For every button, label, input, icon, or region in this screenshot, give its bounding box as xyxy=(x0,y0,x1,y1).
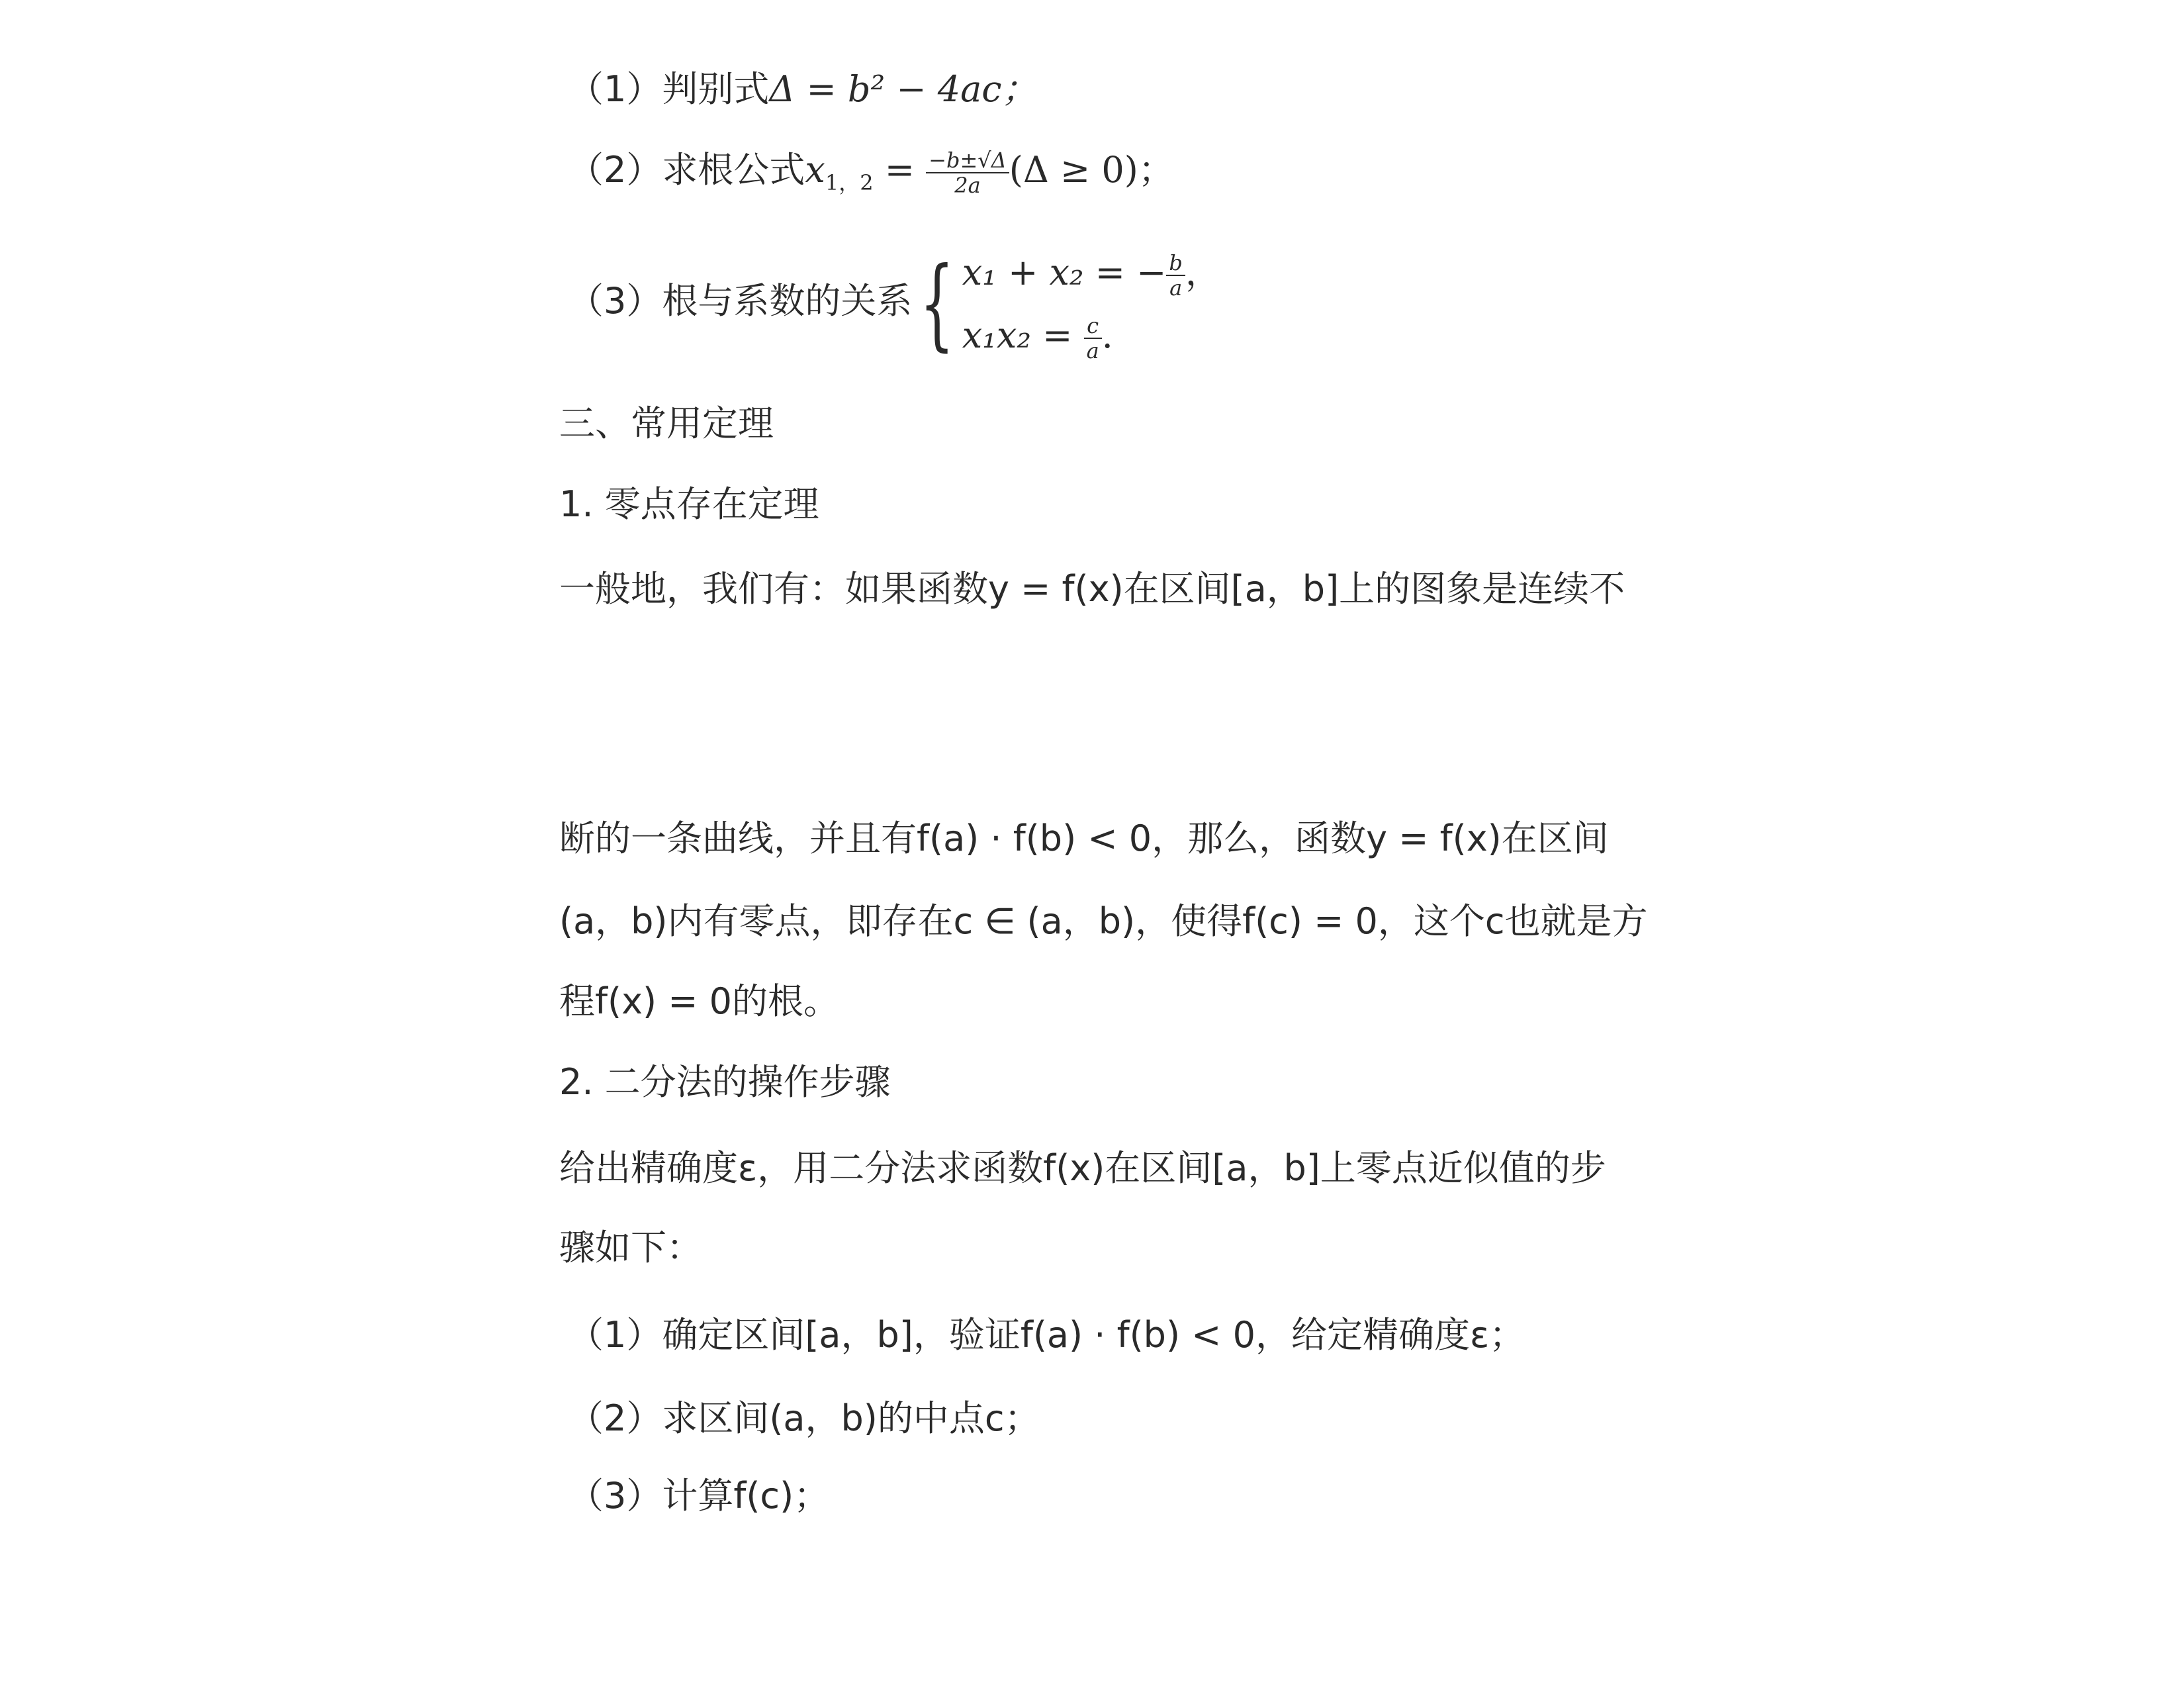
vieta-product-denominator: a xyxy=(1086,338,1099,363)
discriminant-formula: Δ = b² − 4ac； xyxy=(769,68,1038,110)
subsection-heading-bisection: 2. 二分法的操作步骤 xyxy=(559,1061,891,1103)
vieta-line xyxy=(568,235,1221,367)
root-formula-condition: (Δ ≥ 0)； xyxy=(1009,149,1174,191)
vieta-sum-row xyxy=(962,241,1221,304)
root-formula-subscript: 1，2 xyxy=(825,169,874,195)
paragraph-line-2: 断的一条曲线，并且有f(a) · f(b) < 0，那么，函数y = f(x)在区间 xyxy=(559,818,1609,859)
root-formula-label: （2）求根公式 xyxy=(568,149,805,191)
discriminant-line xyxy=(568,66,1038,113)
root-formula-x: x xyxy=(805,149,825,191)
vieta-sum-expr: x₁ + x₂ = − xyxy=(962,252,1167,293)
vieta-product-end: . xyxy=(1101,314,1113,356)
paragraph-line-5: 给出精确度ε，用二分法求函数f(x)在区间[a，b]上零点近似值的步 xyxy=(559,1147,1606,1189)
root-formula-line xyxy=(568,147,1174,206)
vieta-label: （3）根与系数的关系 xyxy=(568,280,913,322)
root-formula-denominator: 2a xyxy=(954,173,981,198)
subsection-heading-zero-theorem: 1. 零点存在定理 xyxy=(559,483,819,525)
vieta-product-fraction xyxy=(1084,314,1102,363)
vieta-product-row xyxy=(962,304,1221,367)
vieta-product-expr: x₁x₂ = xyxy=(962,314,1084,356)
vieta-product-numerator: c xyxy=(1084,314,1102,339)
vieta-sum-numerator: b xyxy=(1166,251,1185,276)
step-2: （2）求区间(a，b)的中点c； xyxy=(568,1397,1040,1439)
paragraph-line-3: (a，b)内有零点，即存在c ∈ (a，b)，使得f(c) = 0，这个c也就是方 xyxy=(559,900,1648,942)
root-formula-numerator: −b±√Δ xyxy=(926,148,1009,173)
paragraph-line-4: 程f(x) = 0的根。 xyxy=(559,980,840,1022)
root-formula-equals: = xyxy=(873,149,927,191)
vieta-system xyxy=(962,241,1221,367)
root-formula-fraction xyxy=(926,148,1009,197)
vieta-sum-denominator: a xyxy=(1169,275,1183,301)
vieta-sum-fraction xyxy=(1166,251,1185,300)
vieta-sum-end: ， xyxy=(1185,252,1221,293)
section-heading: 三、常用定理 xyxy=(559,402,774,444)
paragraph-line-1: 一般地，我们有：如果函数y = f(x)在区间[a，b]上的图象是连续不 xyxy=(559,568,1625,610)
left-brace: { xyxy=(919,246,955,361)
step-3: （3）计算f(c)； xyxy=(568,1475,830,1517)
step-1: （1）确定区间[a，b]，验证f(a) · f(b) < 0，给定精确度ε； xyxy=(568,1314,1525,1356)
paragraph-line-6: 骤如下： xyxy=(559,1227,702,1268)
discriminant-label: （1）判别式 xyxy=(568,68,770,110)
